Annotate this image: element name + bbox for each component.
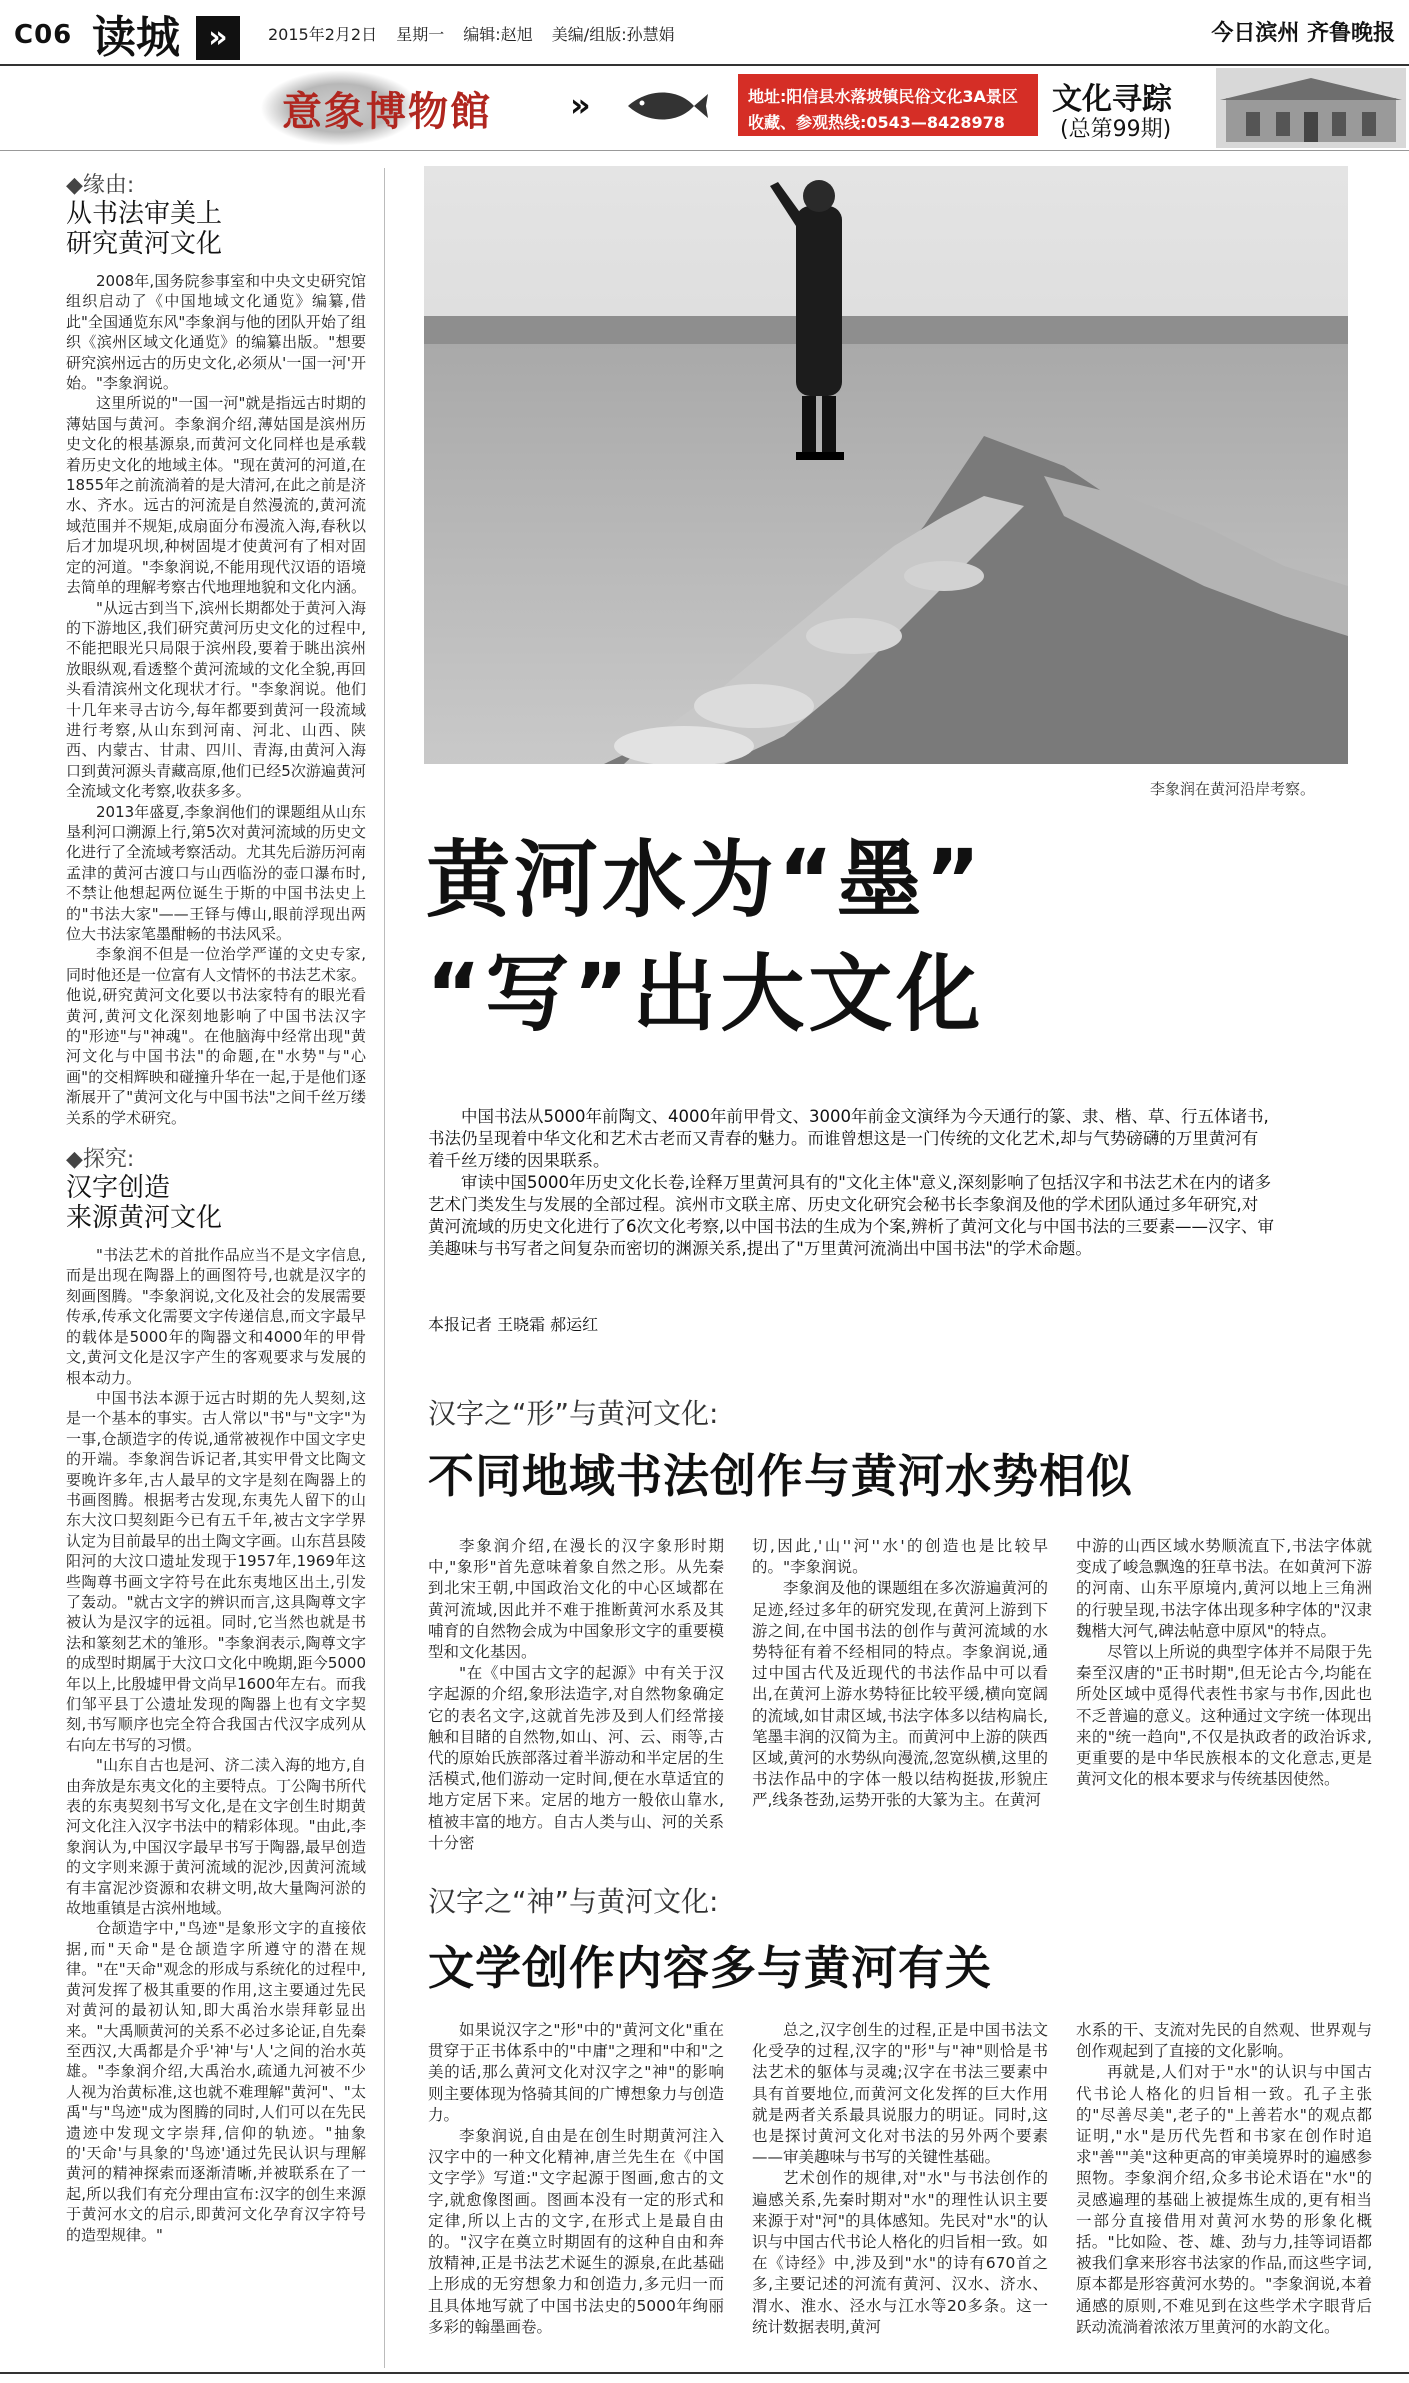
museum-hotline: 收藏、参观热线:0543—8428978 (748, 113, 1005, 132)
section1-title: 不同地域书法创作与黄河水势相似 (428, 1449, 1133, 1503)
intro-text (428, 1106, 1274, 1260)
paragraph: "山东自古也是河、济二渎入海的地方,自由奔放是东夷文化的主要特点。丁公陶书所代表的东夷契刻书写文化,是在文字创生时期黄河文化注入汉字书法中的精彩体现。"由此,李象润认为,中国汉字最早书写于陶器,最早创造的文字则来源于黄河流域的泥沙,因黄河流域有丰富泥沙资源和农耕文明,故大量陶河淤的故地重镇是古滨州地域。 (66, 1756, 367, 1918)
museum-title: 意象博物館 (282, 88, 492, 135)
paragraph: 总之,汉字创生的过程,正是中国书法文化受孕的过程,汉字的"形"与"神"则恰是书法艺术的躯体与灵魂;汉字在书法三要素中具有首要地位,而黄河文化发挥的巨大作用就是两者关系最具说服力的明证。同时,这也是探讨黄河文化对书法的另外两个要素——审美趣味与书写的关键性基础。 (752, 2021, 1048, 2167)
column-divider (384, 168, 385, 2368)
intro-paragraph: 中国书法从5000年前陶文、4000年前甲骨文、3000年前金文演绎为今天通行的篆、隶、楷、草、行五体诸书,书法仍呈现着中华文化和艺术古老而又青春的魅力。而谁曾想这是一门传统的文化艺术,却与气势磅礴的万里黄河有着千丝万缕的因果联系。 (428, 1107, 1269, 1170)
section-name: 读城 (92, 12, 180, 63)
river-bank-photo (424, 166, 1348, 764)
paragraph: "书法艺术的首批作品应当不是文字信息,而是出现在陶器上的画图符号,也就是汉字的刻画图腾。"李象润说,文化及社会的发展需要传承,传承文化需要文字传递信息,而文字最早的载体是5000年的陶器文和4000年的甲骨文,黄河文化是汉字产生的客观要求与发展的根本动力。 (66, 1246, 366, 1387)
explore-label: ◆探究: (66, 1147, 135, 1173)
section2-column-2 (752, 2020, 1048, 2338)
banner-rule (0, 150, 1409, 151)
paragraph: 仓颉造字中,"鸟迹"是象形文字的直接依据,而"天命"是仓颉造字所遵守的潜在规律。"在"天命"观念的形成与系统化的过程中,黄河发挥了极其重要的作用,这主要通过先民对黄河的最初认知,即大禹治水崇拜彰显出来。"大禹顺黄河的关系不必过多论证,自先秦至西汉,大禹都是介乎'神'与'人'之间的治水英雄。"李象润介绍,大禹治水,疏通九河被不少人视为治黄标准,这也就不难理解"黄河"、"太禹"与"鸟迹"成为图腾的同时,人们可以在先民遗迹中发现文字崇拜,信仰的轨迹。"抽象的'天命'与具象的'鸟迹'通过先民认识与理解黄河的精神探索而逐渐清晰,并被联系在了一起,所以我们有充分理由宣布:汉字的创生来源于黄河水文的启示,即黄河文化孕育汉字符号的造型规律。" (66, 1919, 366, 2244)
section2-column-1 (428, 2020, 724, 2338)
explore-subtitle-2: 来源黄河文化 (66, 1203, 223, 1234)
section2-column-3 (1076, 2020, 1372, 2338)
museum-address: 地址:阳信县水落坡镇民俗文化3A景区 (748, 87, 1018, 106)
paragraph: 李象润说,自由是在创生时期黄河注入汉字中的一种文化精神,唐兰先生在《中国文字学》写道:"文字起源于图画,愈古的文字,就愈像图画。图画本没有一定的形式和定律,所以上古的文字,在形式上是最自由的。"汉字在奠立时期固有的这种自由和奔放精神,正是书法艺术诞生的源泉,在此基础上形成的无穷想象力和创造力,多元归一而且具体地写就了中国书法史的5000年绚丽多彩的翰墨画卷。 (428, 2127, 724, 2336)
section1-kicker: 汉字之“形”与黄河文化: (428, 1397, 719, 1430)
origin-text (66, 271, 366, 1128)
issue-date: 2015年2月2日 (268, 25, 378, 44)
column-title: 文化寻踪 (1052, 82, 1172, 117)
footer-rule (0, 2372, 1409, 2374)
paragraph: 李象润不但是一位治学严谨的文史专家,同时他还是一位富有人文情怀的书法艺术家。他说,研究黄河文化要以书法家特有的眼光看黄河,黄河文化深刻地影响了中国书法汉字的"形迹"与"神魂"。在他脑海中经常出现"黄河文化与中国书法"的命题,在"水势"与"心画"的交相辉映和碰撞升华在一起,于是他们逐渐展开了"黄河文化与中国书法"之间千丝万缕关系的学术研究。 (66, 945, 367, 1127)
section2-kicker: 汉字之“神”与黄河文化: (428, 1885, 719, 1918)
paragraph: 这里所说的"一国一河"就是指远古时期的薄姑国与黄河。李象润介绍,薄姑国是滨州历史文化的根基源泉,而黄河文化同样也是承载着历史文化的地域主体。"现在黄河的河道,在1855年之前流淌着的是大清河,在此之前是济水、齐水。远古的河流是自然漫流的,黄河流域范围并不规矩,成扇面分布漫流入海,春秋以后才加堤巩坝,种树固堤才使黄河有了相对固定的河道。"李象润说,不能用现代汉语的语境去简单的理解考察古代地理地貌和文化内涵。 (66, 394, 367, 597)
section2-title: 文学创作内容多与黄河有关 (428, 1941, 992, 1995)
section-arrow-icon: » (196, 16, 240, 60)
header-rule (0, 64, 1409, 66)
paragraph: 2008年,国务院参事室和中央文史研究馆组织启动了《中国地域文化通览》编纂,借此"全国通览东风"李象润与他的团队开始了组织《滨州区域文化通览》的编纂出版。"想要研究滨州远古的历史文化,必须从'一国一河'开始。"李象润说。 (66, 272, 366, 393)
section1-body (428, 1536, 1372, 1854)
intro-paragraph: 审读中国5000年历史文化长卷,诠释万里黄河具有的"文化主体"意义,深刻影响了包括汉字和书法艺术在内的诸多艺术门类发生与发展的全部过程。滨州市文联主席、历史文化研究会秘书长李象润及他的学术团队通过多年研究,对黄河流域的历史文化进行了6次文化考察,以中国书法的生成为个案,辨析了黄河文化与中国书法的三要素——汉字、审美趣味与书写者之间复杂而密切的渊源关系,提出了"万里黄河流淌出中国书法"的学术命题。 (428, 1173, 1274, 1258)
paragraph: 尽管以上所说的典型字体并不局限于先秦至汉唐的"正书时期",但无论古今,均能在所处区域中觅得代表性书家与书作,因此也不乏普遍的意义。这种通过文字统一体现出来的"统一趋向",不仅是执政者的政治诉求,更重要的是中华民族根本的文化意志,更是黄河文化的根本要求与传统基因使然。 (1076, 1643, 1372, 1789)
header-meta (268, 22, 689, 45)
origin-subtitle-2: 研究黄河文化 (66, 229, 223, 259)
weekday: 星期一 (396, 25, 445, 44)
page-code: C06 (14, 20, 73, 50)
photo-caption: 李象润在黄河沿岸考察。 (1150, 780, 1316, 798)
byline: 本报记者 王晓霜 郝运红 (428, 1315, 599, 1334)
explore-text (66, 1245, 366, 2245)
section1-column-2 (752, 1536, 1048, 1854)
section1-column-3 (1076, 1536, 1372, 1854)
column-issue: (总第99期) (1060, 117, 1172, 142)
paragraph: 水系的干、支流对先民的自然观、世界观与创作观起到了直接的文化影响。 (1076, 2021, 1372, 2061)
paragraph: 艺术创作的规律,对"水"与书法创作的遍感关系,先秦时期对"水"的理性认识主要来源于对"河"的具体感知。先民对"水"的认识与中国古代书论人格化的归旨相一致。如在《诗经》中,涉及到"水"的诗有670首之多,主要记述的河流有黄河、汉水、济水、渭水、淮水、泾水与江水等20多条。这一统计数据表明,黄河 (752, 2169, 1048, 2336)
paragraph: 2013年盛夏,李象润他们的课题组从山东垦利河口溯源上行,第5次对黄河流域的历史文化进行了全流域考察活动。尤其先后游历河南孟津的黄河古渡口与山西临汾的壶口瀑布时,不禁让他想起两位诞生于斯的中国书法史上的"书法大家"——王铎与傅山,眼前浮现出两位大书法家笔墨酣畅的书法风采。 (66, 802, 367, 943)
paragraph: 李象润及他的课题组在多次游遍黄河的足迹,经过多年的研究发现,在黄河上游到下游之间,在中国书法的创作与黄河流域的水势特征有着不经相同的特点。李象润说,通过中国古代及近现代的书法作品中可以看出,在黄河上游水势特征比较平缓,横向宽阔的流域,如甘肃区域,书法字体多以结构扁长,笔墨丰润的汉简为主。而黄河中上游的陕西区域,黄河的水势纵向漫流,忽宽纵横,这里的书法作品中的字体一般以结构挺拔,形貌庄严,线条苍劲,运势开张的大篆为主。在黄河 (752, 1579, 1048, 1810)
museum-building-image (1216, 68, 1406, 148)
paragraph: "在《中国古文字的起源》中有关于汉字起源的介绍,象形法造字,对自然物象确定它的表名文字,这就首先涉及到人们经常接触和目睹的自然物,如山、河、云、雨等,古代的原始氏族部落过着半游动和半定居的生活模式,他们游动一定时间,便在水草适宜的地方定居下来。定居的地方一般依山靠水,植被丰富的地方。自古人类与山、河的关系十分密 (428, 1664, 724, 1852)
section2-body (428, 2020, 1372, 2338)
explore-subtitle-1: 汉字创造 (66, 1173, 171, 1204)
paper-name: 今日滨州 齐鲁晚报 (1211, 21, 1395, 46)
section1-column-1 (428, 1536, 724, 1854)
paragraph: 切,因此,'山''河''水'的创造也是比较早的。"李象润说。 (752, 1537, 1048, 1577)
banner-arrow-icon: » (570, 86, 591, 124)
origin-subtitle-1: 从书法审美上 (66, 199, 223, 229)
origin-label: ◆缘由: (66, 173, 135, 198)
designer: 美编/组版:孙慧娟 (551, 25, 675, 44)
headline-line-2: “写”出大文化 (426, 945, 985, 1043)
paragraph: 中游的山西区域水势顺流直下,书法字体就变成了峻急飘逸的狂草书法。在如黄河下游的河南、山东平原境内,黄河以地上三角洲的行驶呈现,书法字体出现多种字体的"汉隶魏楷大河气,碑法帖意中原风"的特点。 (1076, 1537, 1372, 1640)
editor: 编辑:赵旭 (463, 25, 533, 44)
paragraph: 李象润介绍,在漫长的汉字象形时期中,"象形"首先意味着象自然之形。从先秦到北宋王朝,中国政治文化的中心区域都在黄河流域,因此并不难于推断黄河水系及其哺育的自然物会成为中国象形文字的重要模型和文化基因。 (428, 1537, 724, 1662)
fish-icon (618, 84, 710, 128)
left-column (66, 168, 366, 2245)
paragraph: "从远古到当下,滨州长期都处于黄河入海的下游地区,我们研究黄河历史文化的过程中,不能把眼光只局限于滨州段,要着于眺出滨州放眼纵观,看透整个黄河流域的文化全貌,再回头看清滨州文化现状才行。"李象润说。他们十几年来寻古访今,每年都要到黄河一段流域进行考察,从山东到河南、河北、山西、陕西、内蒙古、甘肃、四川、青海,由黄河入海口到黄河源头青藏高原,他们已经5次游遍黄河全流域文化考察,收获多多。 (66, 598, 366, 801)
headline-line-1: 黄河水为“墨” (426, 831, 985, 929)
paragraph: 再就是,人们对于"水"的认识与中国古代书论人格化的归旨相一致。孔子主张的"尽善尽美",老子的"上善若水"的观点都证明,"水"是历代先哲和书家在创作时追求"善""美"这种更高的审美境界时的遍感参照物。李象润介绍,众多书论术语在"水"的灵感遍理的基础上被提炼生成的,更有相当一部分直接借用对黄河水势的形象化概括。"比如险、苍、雄、劲与力,挂等词语都被我们拿来形容书法家的作品,而这些字词,原本都是形容黄河水势的。"李象润说,本着通感的原则,不难见到在这些学术字眼背后跃动流淌着浓浓万里黄河的水韵文化。 (1076, 2063, 1372, 2336)
paragraph: 中国书法本源于远古时期的先人契刻,这是一个基本的事实。古人常以"书"与"文字"为一事,仓颉造字的传说,通常被视作中国文字史的开端。李象润告诉记者,其实甲骨文比陶文要晚许多年,古人最早的文字是刻在陶器上的书画图腾。根据考古发现,东夷先人留下的山东大汶口契刻距今已有五千年,被古文字学界认定为目前最早的出土陶文字画。山东莒县陵阳河的大汶口遗址发现于1957年,1969年这些陶尊书画文字符号在此东夷地区出土,引发了轰动。"就古文字的辨识而言,这具陶尊文字被认为是汉字的远祖。同时,它当然也就是书法和篆刻艺术的雏形。"李象润表示,陶尊文字的成型时期属于大汶口文化中晚期,距今5000年以上,比殷墟甲骨文尚早1600年左右。而我们邹平县丁公遗址发现的陶器上也有文字契刻,书写顺序也完全符合我国古代汉字成列从右向左书写的习惯。 (66, 1388, 367, 1754)
paragraph: 如果说汉字之"形"中的"黄河文化"重在贯穿于正书体系中的"中庸"之理和"中和"之美的话,那么黄河文化对汉字之"神"的影响则主要体现为恪骑其间的广博想象力与创造力。 (428, 2021, 724, 2124)
museum-address-box (738, 74, 1038, 136)
